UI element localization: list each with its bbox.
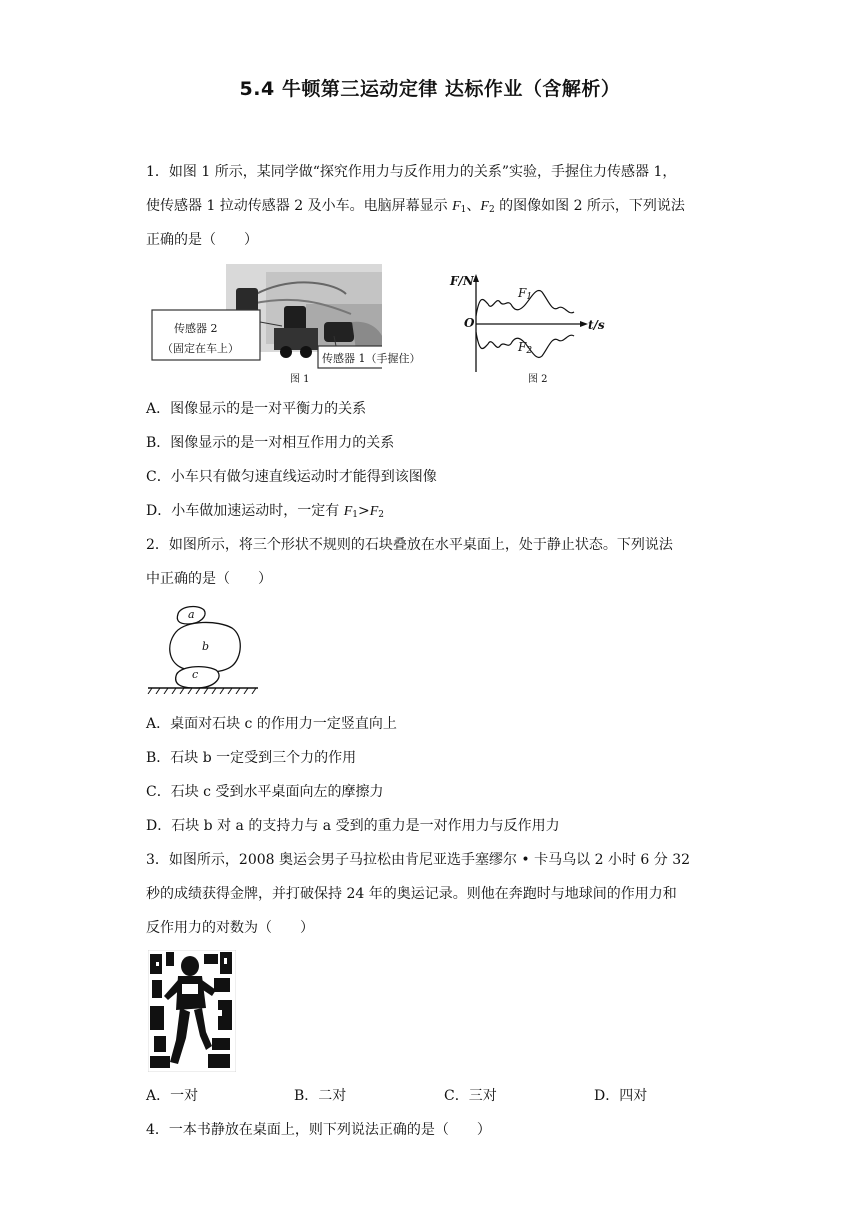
sensor-1-label: 传感器 1（手握住） <box>322 352 421 365</box>
sensor-2-sublabel: （固定在车上） <box>162 342 239 355</box>
stone-b-label: b <box>202 640 210 653</box>
document-title: 5.4 牛顿第三运动定律 达标作业（含解析） <box>239 78 621 100</box>
q3-option-d[interactable]: D．四对 <box>594 1088 648 1104</box>
q3-option-a[interactable]: A．一对 <box>146 1088 199 1104</box>
q3-option-b[interactable]: B．二对 <box>294 1088 347 1104</box>
stone-a-label: a <box>188 608 195 621</box>
q1-option-d[interactable]: D．小车做加速运动时，一定有 $F_1>F_2$ <box>146 503 385 520</box>
q1-stem-line-3: 正确的是（ ） <box>146 232 258 248</box>
q2-stem-line-1: 2．如图所示，将三个形状不规则的石块叠放在水平桌面上，处于静止状态。下列说法 <box>146 537 673 553</box>
q2-stem-line-2: 中正确的是（ ） <box>146 571 272 587</box>
q1-option-a[interactable]: A．图像显示的是一对平衡力的关系 <box>146 401 367 417</box>
q1-figure-1 <box>146 264 421 388</box>
sensor-2-label: 传感器 2 <box>174 322 218 335</box>
q2-option-a[interactable]: A．桌面对石块 c 的作用力一定竖直向上 <box>146 716 397 732</box>
y-axis-label: F/N <box>450 274 474 288</box>
q3-stem-line-2: 秒的成绩获得金牌，并打破保持 24 年的奥运记录。则他在奔跑时与地球间的作用力和 <box>146 886 677 902</box>
q4-stem-line-1: 4．一本书静放在桌面上，则下列说法正确的是（ ） <box>146 1122 491 1138</box>
x-axis-label: t/s <box>588 318 605 332</box>
q1-stem-line-1: 1．如图 1 所示，某同学做“探究作用力与反作用力的关系”实验，手握住力传感器 1， <box>146 164 677 180</box>
q2-stones-figure <box>146 602 260 694</box>
q2-option-c[interactable]: C．石块 c 受到水平桌面向左的摩擦力 <box>146 784 384 800</box>
q3-runner-photo <box>148 950 236 1072</box>
q3-option-c[interactable]: C．三对 <box>444 1088 497 1104</box>
f1-curve-label: $F_1$ <box>518 286 533 302</box>
q2-option-d[interactable]: D．石块 b 对 a 的支持力与 a 受到的重力是一对作用力与反作用力 <box>146 818 560 834</box>
stone-c-label: c <box>192 668 199 681</box>
q1-stem-line-2: 使传感器 1 拉动传感器 2 及小车。电脑屏幕显示 $F_1$、$F_2$ 的图像如图 2 所示，下列说法 <box>146 198 685 215</box>
q1-figure-2 <box>448 272 618 388</box>
figure-1-caption: 图 1 <box>290 374 310 385</box>
f2-curve-label: $F_2$ <box>518 340 533 356</box>
q1-option-b[interactable]: B．图像显示的是一对相互作用力的关系 <box>146 435 395 451</box>
q3-stem-line-1: 3．如图所示，2008 奥运会男子马拉松由肯尼亚选手塞缪尔 • 卡马乌以 2 小时 6 分 32 <box>146 852 691 868</box>
q1-option-c[interactable]: C．小车只有做匀速直线运动时才能得到该图像 <box>146 469 437 485</box>
figure-2-caption: 图 2 <box>528 374 548 385</box>
origin-label: O <box>464 316 475 330</box>
q3-stem-line-3: 反作用力的对数为（ ） <box>146 920 314 936</box>
q2-option-b[interactable]: B．石块 b 一定受到三个力的作用 <box>146 750 357 766</box>
